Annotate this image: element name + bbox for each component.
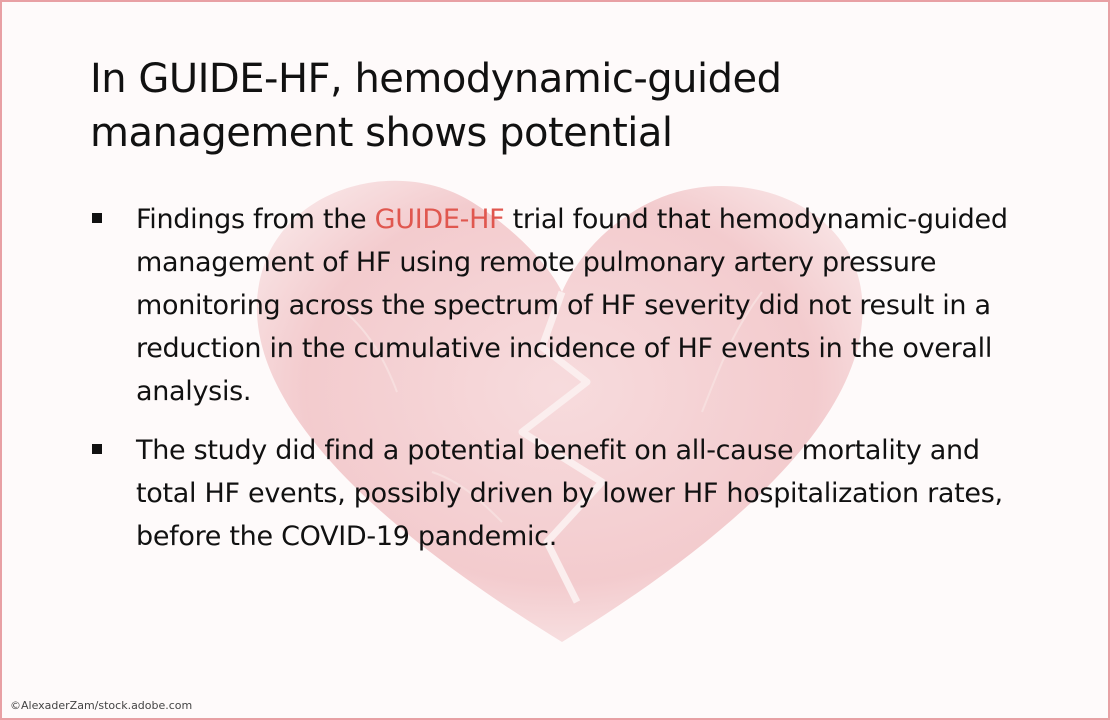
bullet-text-after: trial found that hemodynamic-guided management of HF using remote pulmonary artery pressure monitoring across the spectrum of HF severity did not result in a reduction in the cumulative incidence of HF events in the overall analysis. — [136, 204, 1008, 407]
bullet-list — [90, 198, 1020, 574]
image-credit: ©AlexaderZam/stock.adobe.com — [10, 699, 193, 712]
slide-title: In GUIDE-HF, hemodynamic-guided management shows potential — [90, 56, 782, 156]
bullet-text-before: Findings from the — [136, 204, 375, 235]
square-bullet-icon — [92, 444, 102, 454]
bullet-text: The study did find a potential benefit on all-cause mortality and total HF events, possibly driven by lower HF hospitalization rates, before the COVID-19 pandemic. — [136, 435, 1003, 552]
guide-hf-highlight: GUIDE-HF — [374, 204, 505, 235]
bullet-item — [90, 429, 1020, 558]
square-bullet-icon — [92, 213, 102, 223]
bullet-item — [90, 198, 1020, 413]
